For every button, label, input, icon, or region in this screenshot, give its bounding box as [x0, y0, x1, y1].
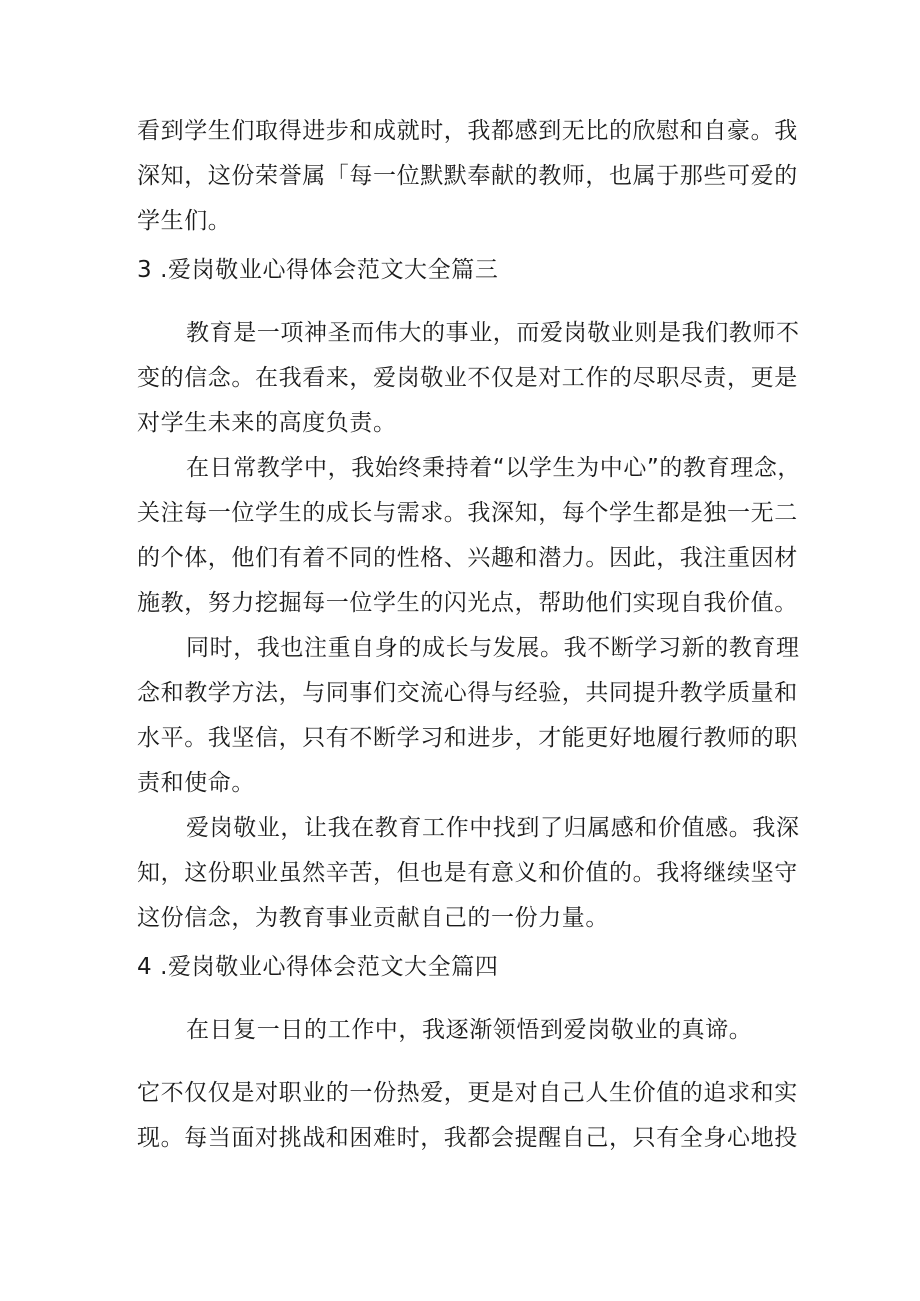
- text-line: 现。每当面对挑战和困难时，我都会提醒自己，只有全身心地投: [137, 1125, 798, 1151]
- paragraph-first-line: 同时，我也注重自身的成长与发展。我不断学习新的教育理: [186, 635, 800, 661]
- text-line: 变的信念。在我看来，爱岗敬业不仅是对工作的尽职尽责，更是: [137, 365, 798, 391]
- text-line: 知，这份职业虽然辛苦，但也是有意义和价值的。我将继续坚守: [137, 860, 798, 886]
- text-line: 关注每一位学生的成长与需求。我深知，每个学生都是独一无二: [137, 500, 798, 526]
- text-line: 看到学生们取得进步和成就时，我都感到无比的欣慰和自豪。我: [137, 118, 798, 144]
- paragraph-first-line: 在日复一日的工作中，我逐渐领悟到爱岗敬业的真谛。: [186, 1017, 753, 1043]
- text-line: 它不仅仅是对职业的一份热爱，更是对自己人生价值的追求和实: [137, 1080, 798, 1106]
- text-line: 学生们。: [137, 208, 232, 234]
- text-line: 对学生未来的高度负责。: [137, 410, 397, 436]
- text-line: 念和教学方法，与同事们交流心得与经验，共同提升教学质量和: [137, 680, 798, 706]
- text-line: 深知，这份荣誉属「每一位默默奉献的教师，也属于那些可爱的: [137, 163, 798, 189]
- paragraph-first-line: 在日常教学中，我始终秉持着“以学生为中心”的教育理念，: [186, 455, 802, 481]
- text-line: 的个体，他们有着不同的性格、兴趣和潜力。因此，我注重因材: [137, 545, 798, 571]
- paragraph-first-line: 爱岗敬业，让我在教育工作中找到了归属感和价值感。我深: [186, 815, 800, 841]
- section-heading: 4 .爱岗敬业心得体会范文大全篇四: [137, 954, 499, 980]
- section-heading: 3 .爱岗敬业心得体会范文大全篇三: [137, 257, 499, 283]
- text-line: 这份信念，为教育事业贡献自己的一份力量。: [137, 905, 609, 931]
- text-line: 责和使命。: [137, 770, 255, 796]
- text-line: 施教，努力挖掘每一位学生的闪光点，帮助他们实现自我价值。: [137, 590, 798, 616]
- paragraph-first-line: 教育是一项神圣而伟大的事业，而爱岗敬业则是我们教师不: [186, 320, 800, 346]
- text-line: 水平。我坚信，只有不断学习和进步，才能更好地履行教师的职: [137, 725, 798, 751]
